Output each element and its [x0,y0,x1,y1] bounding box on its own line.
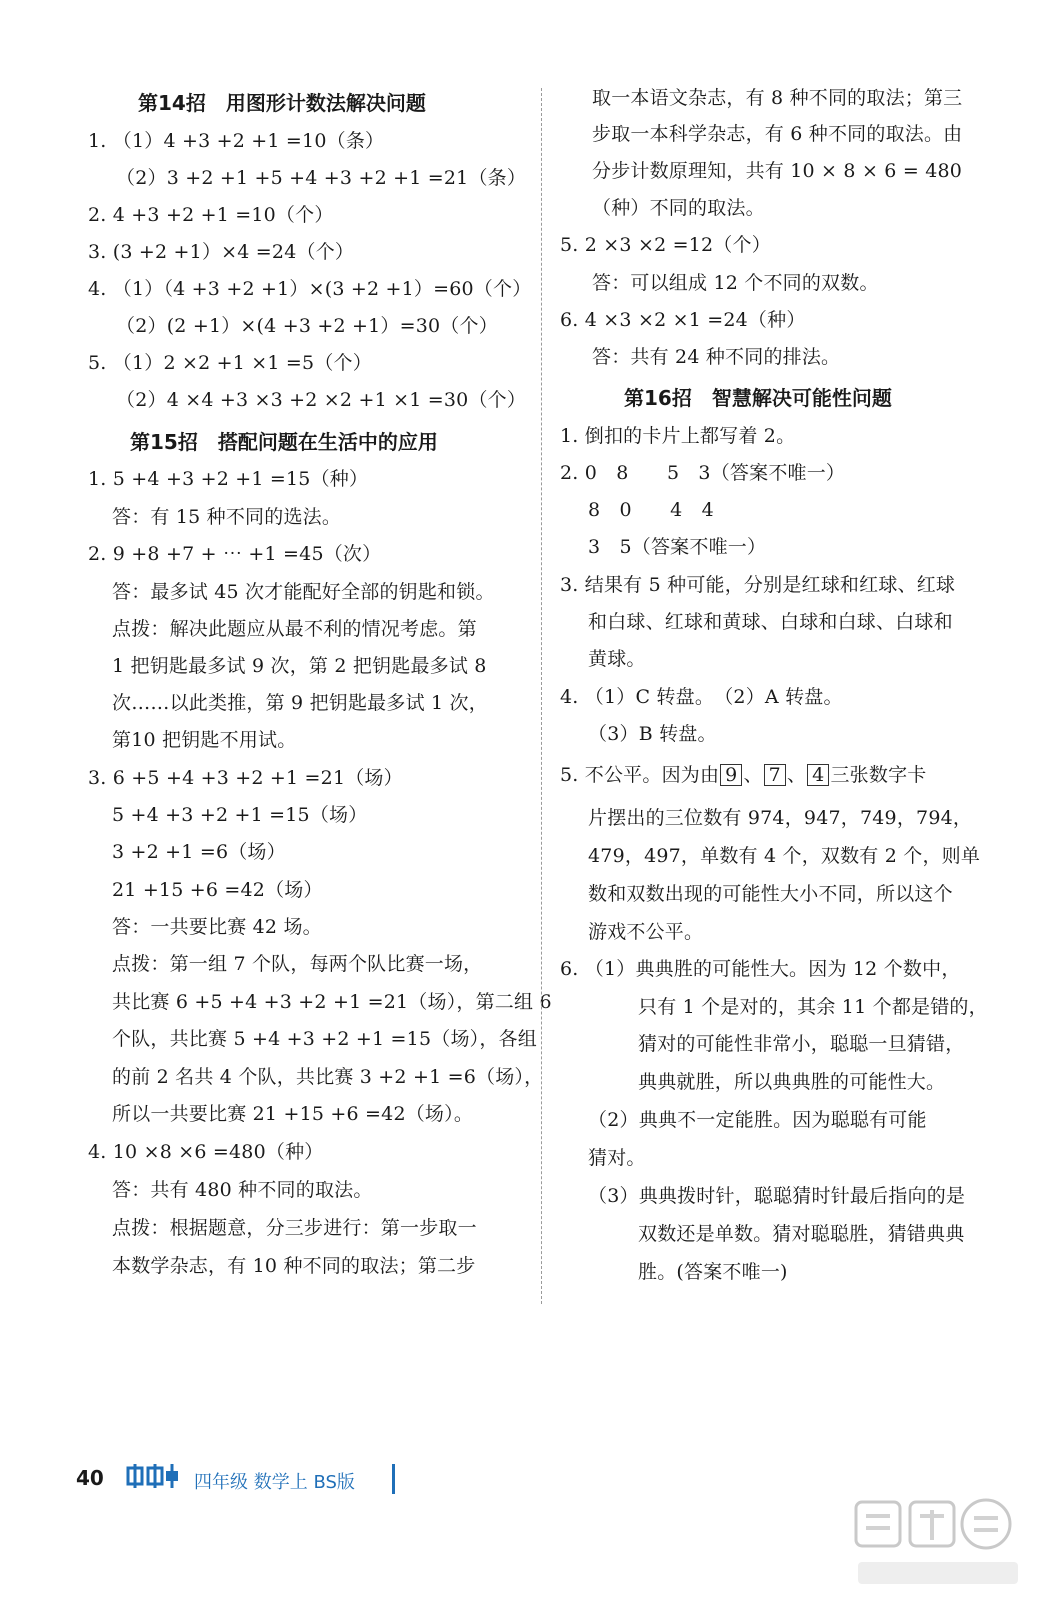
answer-line: 3 5（答案不唯一） [588,536,767,558]
answer-line: （2）4 ×4 +3 ×3 +2 ×2 +1 ×1 =30（个） [116,389,527,411]
answer-line: 2. 0 8 5 3（答案不唯一） [560,462,846,484]
number-card: 4 [807,764,829,786]
section-heading-15: 第15招 搭配问题在生活中的应用 [130,430,438,454]
watermark-logo [848,1492,1028,1592]
answer-line: （3）B 转盘。 [588,723,717,745]
answer-line: 典典就胜，所以典典胜的可能性大。 [638,1071,946,1093]
column-divider [541,88,542,1304]
hint-line: 次……以此类推，第 9 把钥匙最多试 1 次， [112,692,488,714]
answer-line: 3. (3 +2 +1）×4 =24（个） [88,241,355,263]
answer-line: 猜对。 [588,1147,646,1169]
answer-line: 游戏不公平。 [588,921,704,943]
answer-line: （2）3 +2 +1 +5 +4 +3 +2 +1 =21（条） [116,167,527,189]
answer-line: 3 +2 +1 =6（场） [112,841,286,863]
answer-line: 3. 6 +5 +4 +3 +2 +1 =21（场） [88,767,403,789]
answer-line: 5. （1）2 ×2 +1 ×1 =5（个） [88,352,372,374]
hint-line: 1 把钥匙最多试 9 次，第 2 把钥匙最多试 8 [112,655,487,677]
answer-line: 1. 倒扣的卡片上都写着 2。 [560,425,796,447]
answer-line: （2）(2 +1）×(4 +3 +2 +1）=30（个） [116,315,498,337]
answer-line: 3. 结果有 5 种可能，分别是红球和红球、红球 [560,574,956,596]
answer-line: 5. 2 ×3 ×2 =12（个） [560,234,771,256]
answer-line: 21 +15 +6 =42（场） [112,879,323,901]
answer-line: 猜对的可能性非常小，聪聪一旦猜错， [638,1033,965,1055]
page-number: 40 [76,1466,104,1490]
hint-line: 本数学杂志，有 10 种不同的取法；第二步 [112,1255,476,1277]
hint-line: 点拨：第一组 7 个队，每两个队比赛一场， [112,953,483,975]
answer-line: 4. （1）（4 +3 +2 +1）×(3 +2 +1）=60（个） [88,278,532,300]
number-card: 9 [720,764,742,786]
hint-line: 取一本语文杂志，有 8 种不同的取法；第三 [592,87,963,109]
answer-line: 答：最多试 45 次才能配好全部的钥匙和锁。 [112,581,495,603]
section-heading-16: 第16招 智慧解决可能性问题 [624,386,892,410]
answer-line: 和白球、红球和黄球、白球和白球、白球和 [588,611,953,633]
answer-line: 4. 10 ×8 ×6 =480（种） [88,1141,324,1163]
hint-line: 点拨：解决此题应从最不利的情况考虑。第 [112,618,477,640]
hint-line: 个队，共比赛 5 +4 +3 +2 +1 =15（场），各组 [112,1028,537,1050]
answer-line: 479，497，单数有 4 个，双数有 2 个，则单 [588,845,981,867]
separator: 、 [743,764,763,786]
answer-line: （3）典典拨时针，聪聪猜时针最后指向的是 [588,1185,966,1207]
hint-line: 步取一本科学杂志，有 6 种不同的取法。由 [592,123,963,145]
answer-text: 5. 不公平。因为由 [560,764,720,786]
hint-line: 点拨：根据题意，分三步进行：第一步取一 [112,1217,477,1239]
footer-divider [392,1464,395,1494]
answer-line: 片摆出的三位数有 974，947，749，794， [588,807,973,829]
section-heading-14: 第14招 用图形计数法解决问题 [138,91,426,115]
answer-line: 6. 4 ×3 ×2 ×1 =24（种） [560,309,806,331]
answer-line-with-cards [560,763,926,787]
answer-line: 6. （1）典典胜的可能性大。因为 12 个数中， [560,958,961,980]
hint-line: 的前 2 名共 4 个队，共比赛 3 +2 +1 =6（场）， [112,1066,544,1088]
hint-line: 分步计数原理知，共有 10 × 8 × 6 = 480 [592,160,963,182]
book-subtitle: 四年级 数学上 BS版 [194,1472,355,1493]
answer-line: 只有 1 个是对的，其余 11 个都是错的， [638,996,988,1018]
brand-logo [126,1462,182,1490]
answer-line: 双数还是单数。猜对聪聪胜，猜错典典 [638,1223,965,1245]
answer-line: 2. 4 +3 +2 +1 =10（个） [88,204,334,226]
answer-line: 胜。(答案不唯一) [638,1261,788,1283]
answer-line: 答：共有 24 种不同的排法。 [592,346,841,368]
hint-line: 共比赛 6 +5 +4 +3 +2 +1 =21（场），第二组 6 [112,991,552,1013]
answer-line: 数和双数出现的可能性大小不同，所以这个 [588,883,953,905]
answer-line: 1. 5 +4 +3 +2 +1 =15（种） [88,468,369,490]
answer-line: 1. （1）4 +3 +2 +1 =10（条） [88,130,385,152]
answer-line: 5 +4 +3 +2 +1 =15（场） [112,804,368,826]
hint-line: 第10 把钥匙不用试。 [112,729,297,751]
answer-line: 答：可以组成 12 个不同的双数。 [592,272,879,294]
hint-line: 所以一共要比赛 21 +15 +6 =42（场）。 [112,1103,474,1125]
answer-line: 答：有 15 种不同的选法。 [112,506,342,528]
number-card: 7 [764,764,786,786]
answer-line: 答：一共要比赛 42 场。 [112,916,322,938]
answer-line: 2. 9 +8 +7 + ⋯ +1 =45（次） [88,543,382,565]
answer-text: 三张数字卡 [830,764,927,786]
answer-line: 4. （1）C 转盘。 （2）A 转盘。 [560,686,843,708]
answer-line: 8 0 4 4 [588,499,714,521]
answer-line: （2）典典不一定能胜。因为聪聪有可能 [588,1109,927,1131]
hint-line: （种）不同的取法。 [592,197,765,219]
answer-line: 答：共有 480 种不同的取法。 [112,1179,373,1201]
separator: 、 [786,764,807,786]
answer-line: 黄球。 [588,648,646,670]
